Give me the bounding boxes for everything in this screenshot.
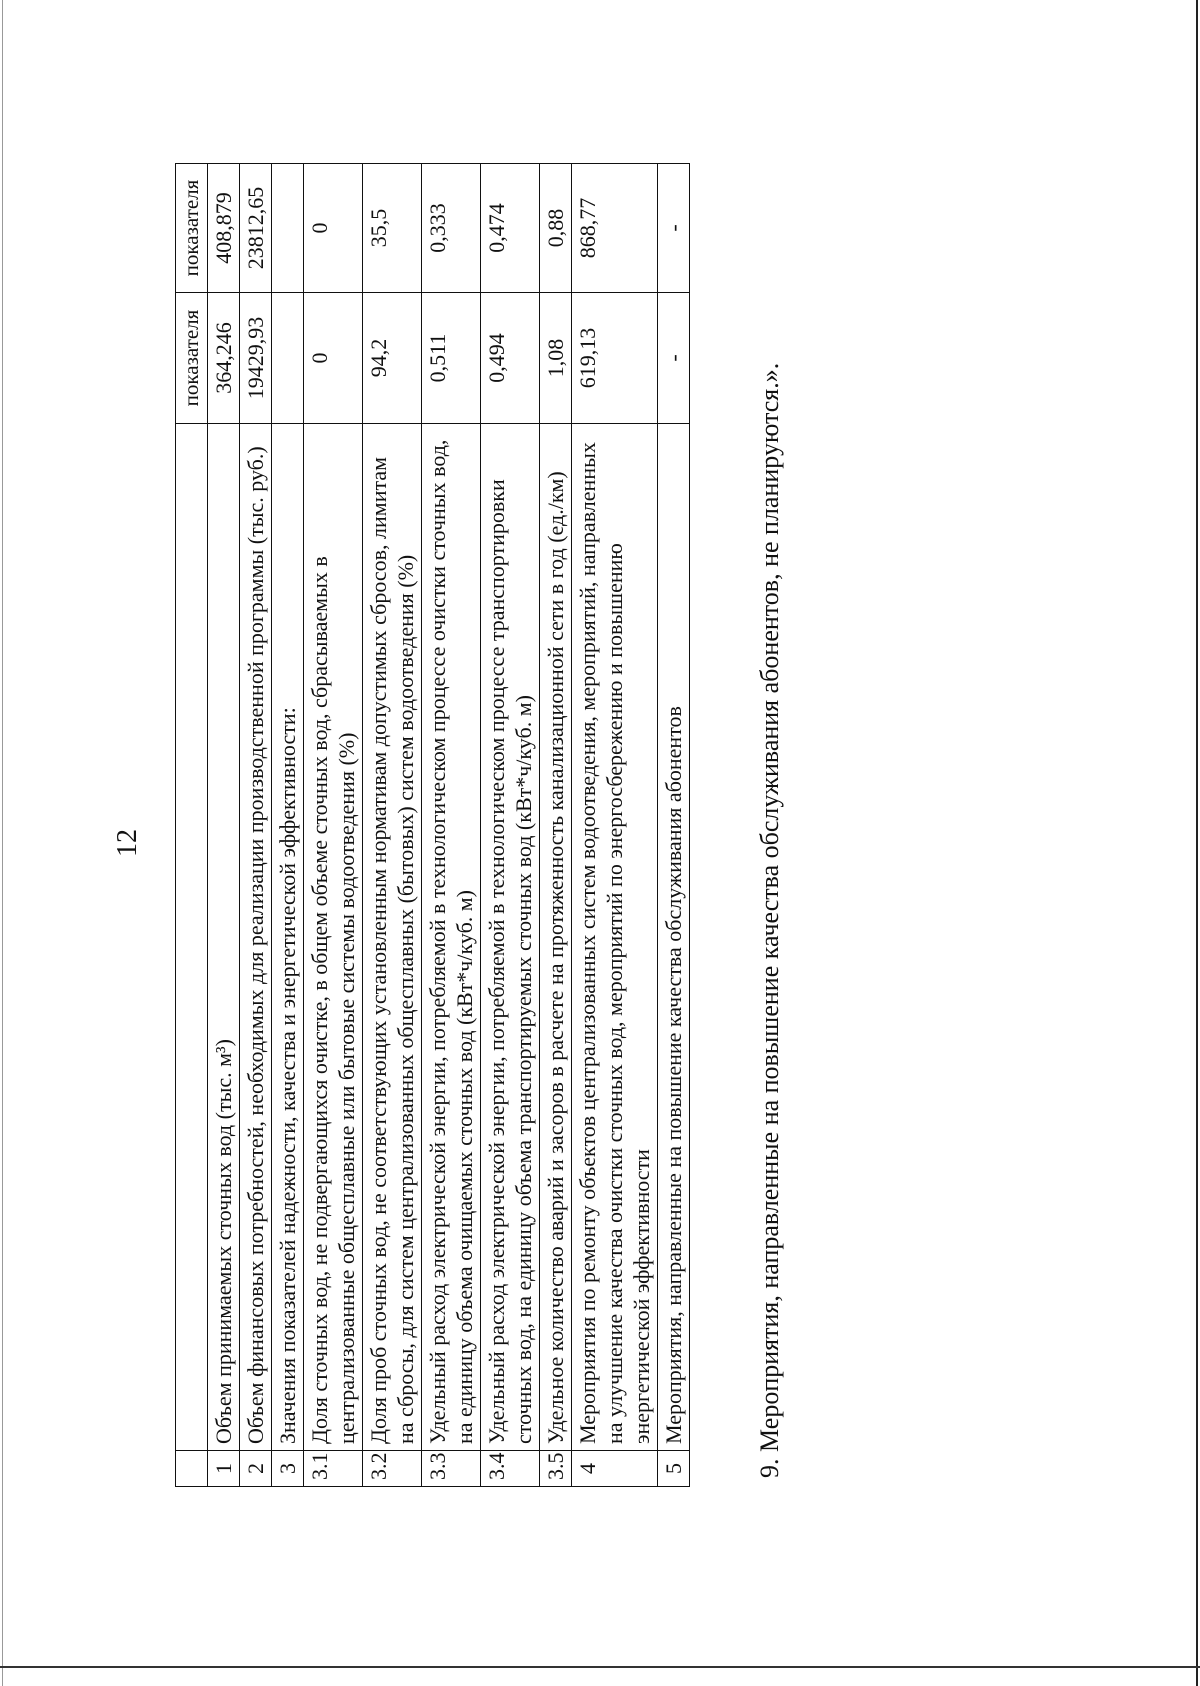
- row-value-1: 0: [304, 293, 363, 424]
- row-number: 2: [240, 1451, 272, 1487]
- row-number: 3.4: [481, 1451, 540, 1487]
- row-value-2: 0: [304, 164, 363, 293]
- table-row: [572, 164, 658, 1487]
- row-number: 3: [272, 1451, 304, 1487]
- row-value-1: [272, 293, 304, 424]
- row-text: Удельный расход электрической энергии, потребляемой в технологическом процессе транспортировки сточных вод, на единицу объема транспортируемых сточных вод (кВт*ч/куб. м): [481, 424, 540, 1451]
- row-number: 3.2: [363, 1451, 422, 1487]
- row-number: 3.5: [540, 1451, 572, 1487]
- row-value-2: 0,474: [481, 164, 540, 293]
- row-value-1: 364,246: [208, 293, 240, 424]
- row-value-2: -: [658, 164, 690, 293]
- header-col4: показателя: [176, 164, 208, 293]
- row-value-1: 1,08: [540, 293, 572, 424]
- row-number: 1: [208, 1451, 240, 1487]
- table-row: [208, 164, 240, 1487]
- row-number: 5: [658, 1451, 690, 1487]
- row-value-1: 19429,93: [240, 293, 272, 424]
- row-value-1: 0,511: [422, 293, 481, 424]
- row-number: 3.3: [422, 1451, 481, 1487]
- row-value-2: 0,333: [422, 164, 481, 293]
- table-row: [363, 164, 422, 1487]
- row-text: Значения показателей надежности, качества и энергетической эффективности:: [272, 424, 304, 1451]
- row-text: Доля проб сточных вод, не соответствующих установленным нормативам допустимых сбросов, лимитам на сбросы, для систем централизованных общесплавных (бытовых) систем водоотведения (%): [363, 424, 422, 1451]
- row-text: Удельный расход электрической энергии, потребляемой в технологическом процессе очистки сточных вод, на единицу объема очищаемых сточных вод (кВт*ч/куб. м): [422, 424, 481, 1451]
- row-value-2: 23812,65: [240, 164, 272, 293]
- row-value-1: 0,494: [481, 293, 540, 424]
- page-right-edge: [1196, 0, 1198, 1686]
- row-value-2: [272, 164, 304, 293]
- row-text: Мероприятия по ремонту объектов централизованных систем водоотведения, мероприятий, направленных на улучшение качества очистки сточных вод, мероприятий по энергосбережению и повышению энергетической эффективности: [572, 424, 658, 1451]
- row-value-2: 408,879: [208, 164, 240, 293]
- table-row: [481, 164, 540, 1487]
- row-text: Доля сточных вод, не подвергающихся очистке, в общем объеме сточных вод, сбрасываемых в централизованные общесплавные или бытовые системы водоотведения (%): [304, 424, 363, 1451]
- table-row: [540, 164, 572, 1487]
- row-text: Удельное количество аварий и засоров в расчете на протяженность канализационной сети в год (ед./км): [540, 424, 572, 1451]
- row-value-2: 868,77: [572, 164, 658, 293]
- footer-note: 9. Мероприятия, направленные на повышение качества обслуживания абонентов, не планируются.».: [755, 362, 784, 1478]
- table-row: [422, 164, 481, 1487]
- page-number: 12: [112, 829, 143, 857]
- table-row: [240, 164, 272, 1487]
- row-value-1: 94,2: [363, 293, 422, 424]
- indicators-table: [175, 163, 690, 1487]
- table-row: [658, 164, 690, 1487]
- table-row: [304, 164, 363, 1487]
- row-value-1: -: [658, 293, 690, 424]
- row-number: 4: [572, 1451, 658, 1487]
- row-text: Объем финансовых потребностей, необходимых для реализации производственной программы (тыс. руб.): [240, 424, 272, 1451]
- table-row: [272, 164, 304, 1487]
- header-num-cell: [176, 1451, 208, 1487]
- page-bottom-edge: [0, 1666, 1200, 1668]
- row-text: Объем принимаемых сточных вод (тыс. м³): [208, 424, 240, 1451]
- rotated-page-content: [0, 118, 784, 1568]
- row-value-1: 619,13: [572, 293, 658, 424]
- row-text: Мероприятия, направленные на повышение качества обслуживания абонентов: [658, 424, 690, 1451]
- row-number: 3.1: [304, 1451, 363, 1487]
- header-text-cell: [176, 424, 208, 1451]
- row-value-2: 0,88: [540, 164, 572, 293]
- header-col3: показателя: [176, 293, 208, 424]
- table-header-row: [176, 164, 208, 1487]
- row-value-2: 35,5: [363, 164, 422, 293]
